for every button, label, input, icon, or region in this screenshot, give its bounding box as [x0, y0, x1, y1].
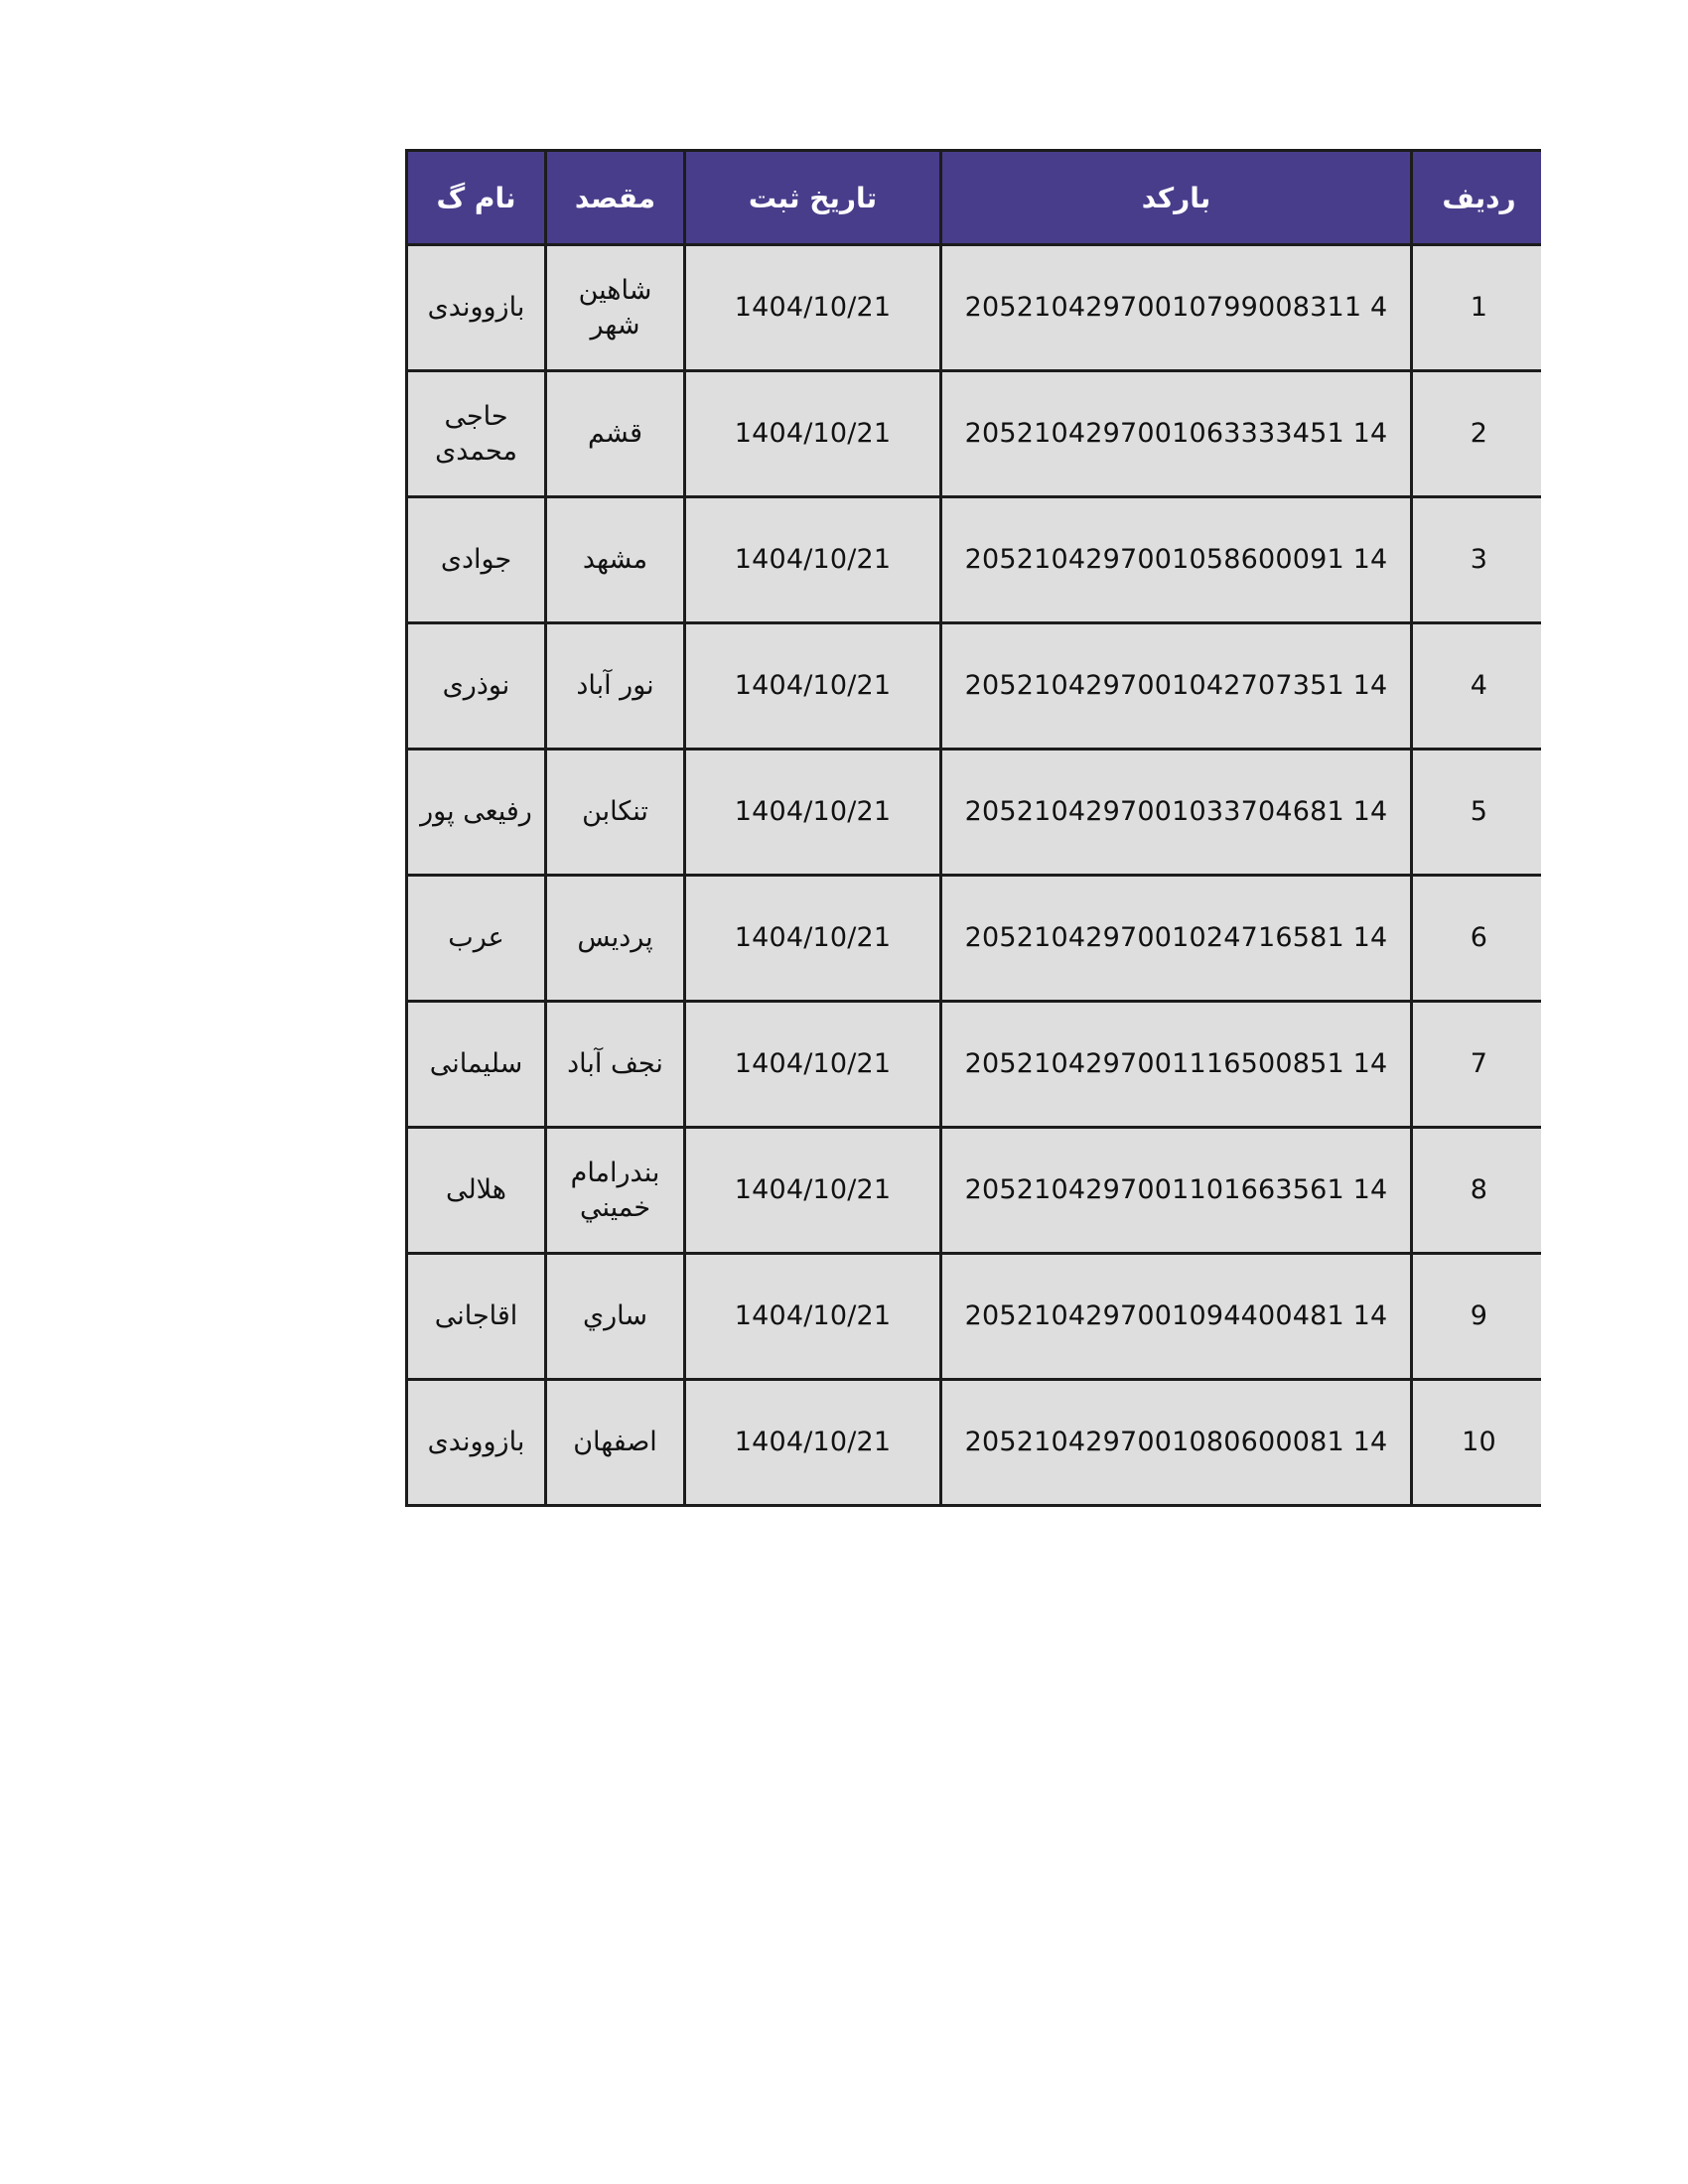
- cell-name: اقاجانی: [407, 1254, 546, 1380]
- table-row: [407, 245, 1542, 371]
- cell-name: بازووندی: [407, 1380, 546, 1506]
- cell-destination: شاهین شهر: [546, 245, 685, 371]
- header-destination: مقصد: [546, 151, 685, 245]
- cell-date: 1404/10/21: [685, 1128, 941, 1254]
- cell-name: جوادی: [407, 497, 546, 623]
- cell-date: 1404/10/21: [685, 371, 941, 497]
- cell-barcode: 2052104297001058600091 14: [941, 497, 1412, 623]
- cell-destination: اصفهان: [546, 1380, 685, 1506]
- cell-row-number: 5: [1412, 750, 1542, 876]
- header-date: تاریخ ثبت: [685, 151, 941, 245]
- cell-name: حاجی محمدی: [407, 371, 546, 497]
- header-barcode: بارکد: [941, 151, 1412, 245]
- cell-name: رفیعی پور: [407, 750, 546, 876]
- cell-row-number: 3: [1412, 497, 1542, 623]
- table-row: [407, 623, 1542, 750]
- cell-row-number: 8: [1412, 1128, 1542, 1254]
- table-row: [407, 750, 1542, 876]
- cell-barcode: 2052104297001094400481 14: [941, 1254, 1412, 1380]
- table-row: [407, 1254, 1542, 1380]
- table-row: [407, 876, 1542, 1002]
- table-row: [407, 1002, 1542, 1128]
- cell-barcode: 20521042970010799008311 4: [941, 245, 1412, 371]
- cell-destination: ساري: [546, 1254, 685, 1380]
- cell-name: بازووندی: [407, 245, 546, 371]
- cell-destination: بندرامام خميني: [546, 1128, 685, 1254]
- cell-barcode: 2052104297001101663561 14: [941, 1128, 1412, 1254]
- cell-barcode: 2052104297001080600081 14: [941, 1380, 1412, 1506]
- cell-barcode: 2052104297001033704681 14: [941, 750, 1412, 876]
- cell-row-number: 6: [1412, 876, 1542, 1002]
- cell-row-number: 2: [1412, 371, 1542, 497]
- cell-date: 1404/10/21: [685, 876, 941, 1002]
- cell-destination: مشهد: [546, 497, 685, 623]
- table-row: [407, 497, 1542, 623]
- header-row-number: ردیف: [1412, 151, 1542, 245]
- table-row: [407, 371, 1542, 497]
- cell-name: نوذری: [407, 623, 546, 750]
- cell-destination: نور آباد: [546, 623, 685, 750]
- table-row: [407, 1128, 1542, 1254]
- cell-row-number: 4: [1412, 623, 1542, 750]
- cell-date: 1404/10/21: [685, 1254, 941, 1380]
- cell-barcode: 2052104297001024716581 14: [941, 876, 1412, 1002]
- cell-name: عرب: [407, 876, 546, 1002]
- cell-date: 1404/10/21: [685, 750, 941, 876]
- cell-row-number: 9: [1412, 1254, 1542, 1380]
- table-row: [407, 1380, 1542, 1506]
- cell-destination: تنکابن: [546, 750, 685, 876]
- cell-barcode: 2052104297001116500851 14: [941, 1002, 1412, 1128]
- cell-destination: پردیس: [546, 876, 685, 1002]
- table-header-row: [407, 151, 1542, 245]
- cell-barcode: 2052104297001042707351 14: [941, 623, 1412, 750]
- cell-destination: نجف آباد: [546, 1002, 685, 1128]
- cell-barcode: 2052104297001063333451 14: [941, 371, 1412, 497]
- cell-date: 1404/10/21: [685, 245, 941, 371]
- cell-date: 1404/10/21: [685, 623, 941, 750]
- cell-date: 1404/10/21: [685, 497, 941, 623]
- cell-date: 1404/10/21: [685, 1002, 941, 1128]
- cell-row-number: 1: [1412, 245, 1542, 371]
- cell-name: سلیمانی: [407, 1002, 546, 1128]
- shipments-table: [405, 149, 1541, 1507]
- shipments-table-container: [405, 149, 1541, 1539]
- cell-row-number: 10: [1412, 1380, 1542, 1506]
- header-name: نام گ: [407, 151, 546, 245]
- cell-date: 1404/10/21: [685, 1380, 941, 1506]
- cell-destination: قشم: [546, 371, 685, 497]
- cell-name: هلالی: [407, 1128, 546, 1254]
- cell-row-number: 7: [1412, 1002, 1542, 1128]
